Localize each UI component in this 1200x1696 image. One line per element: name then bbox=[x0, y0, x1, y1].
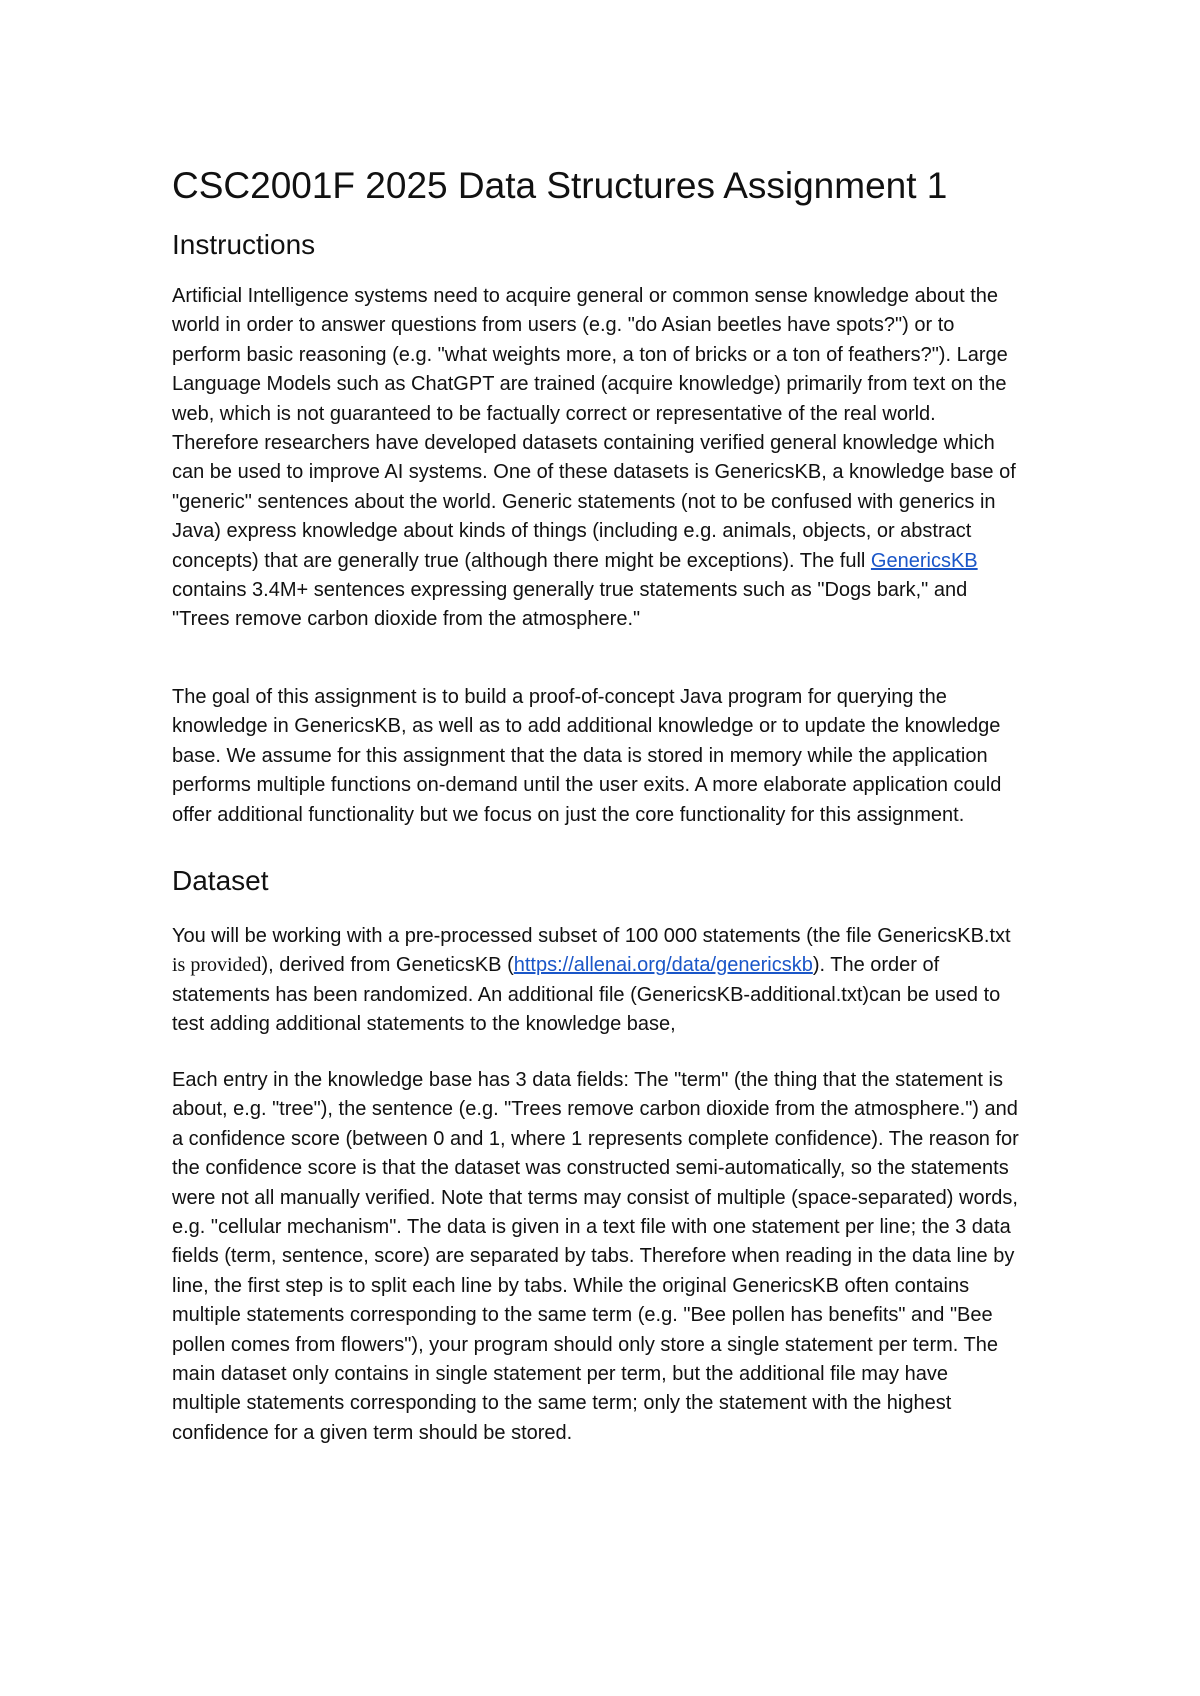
text-line: Each entry in the knowledge base has 3 data fields: The "term" (the thing that the statement is bbox=[172, 1069, 1003, 1091]
text-segment: is provided bbox=[172, 954, 262, 977]
text-line: were not all manually verified. Note that terms may consist of multiple (space-separated) words, bbox=[172, 1186, 1018, 1209]
text-line: performs multiple functions on-demand until the user exits. A more elaborate application could bbox=[172, 774, 1002, 797]
text-line: Artificial Intelligence systems need to acquire general or common sense knowledge about the bbox=[172, 285, 999, 307]
text-line: Java) express knowledge about kinds of things (including e.g. animals, objects, or abstract bbox=[172, 520, 972, 543]
text-line bbox=[172, 951, 1117, 980]
text-line: knowledge in GenericsKB, as well as to add additional knowledge or to update the knowledge bbox=[172, 715, 1001, 738]
text-line: The goal of this assignment is to build a proof-of-concept Java program for querying the bbox=[172, 686, 947, 708]
text-line: can be used to improve AI systems. One of these datasets is GenericsKB, a knowledge base of bbox=[172, 461, 1016, 484]
text-line: confidence for a given term should be stored. bbox=[172, 1421, 573, 1444]
instructions-heading: Instructions bbox=[172, 229, 316, 260]
text-line: offer additional functionality but we focus on just the core functionality for this assignment. bbox=[172, 803, 965, 826]
genericskb-link[interactable]: GenericsKB bbox=[870, 549, 978, 572]
text-segment: ). The order of bbox=[812, 954, 940, 977]
text-line bbox=[172, 547, 1117, 576]
text-segment: ), derived from GeneticsKB ( bbox=[261, 954, 514, 977]
text-line: multiple statements corresponding to the same term; only the statement with the highest bbox=[172, 1392, 952, 1415]
text-line: Therefore researchers have developed datasets containing verified general knowledge which bbox=[172, 432, 995, 455]
dataset-paragraph-1 bbox=[172, 922, 1117, 1040]
text-line: the confidence score is that the dataset was constructed semi-automatically, so the statements bbox=[172, 1157, 1009, 1180]
text-line: Language Models such as ChatGPT are trained (acquire knowledge) primarily from text on the bbox=[172, 373, 1007, 396]
text-line: perform basic reasoning (e.g. "what weights more, a ton of bricks or a ton of feathers?"). Large bbox=[172, 343, 1008, 366]
page-title: CSC2001F 2025 Data Structures Assignment 1 bbox=[172, 165, 948, 206]
instructions-paragraph-1 bbox=[172, 282, 1117, 635]
text-line: statements has been randomized. An additional file (GenericsKB-additional.txt)can be used to bbox=[172, 983, 1001, 1006]
text-line: base. We assume for this assignment that the data is stored in memory while the application bbox=[172, 744, 988, 767]
text-line: "Trees remove carbon dioxide from the atmosphere." bbox=[172, 608, 641, 631]
text-line: You will be working with a pre-processed subset of 100 000 statements (the file GenericsKB.txt bbox=[172, 925, 1011, 947]
text-line: a confidence score (between 0 and 1, where 1 represents complete confidence). The reason for bbox=[172, 1127, 1019, 1150]
text-line: pollen comes from flowers"), your program should only store a single statement per term. The bbox=[172, 1333, 998, 1356]
text-line: multiple statements corresponding to the same term (e.g. "Bee pollen has benefits" and "Bee bbox=[172, 1304, 993, 1327]
dataset-heading: Dataset bbox=[172, 865, 269, 896]
text-line: world in order to answer questions from users (e.g. "do Asian beetles have spots?") or to bbox=[172, 314, 955, 337]
dataset-paragraph-2 bbox=[172, 1066, 1117, 1448]
text-line: test adding additional statements to the knowledge base, bbox=[172, 1013, 676, 1036]
allenai-link[interactable]: https://allenai.org/data/genericskb bbox=[513, 954, 813, 977]
text-line: main dataset only contains in single statement per term, but the additional file may have bbox=[172, 1363, 948, 1386]
text-line: e.g. "cellular mechanism". The data is given in a text file with one statement per line; the 3 data bbox=[172, 1216, 1011, 1239]
text-line: "generic" sentences about the world. Generic statements (not to be confused with generics in bbox=[172, 490, 996, 513]
text-line: contains 3.4M+ sentences expressing generally true statements such as "Dogs bark," and bbox=[172, 579, 968, 602]
instructions-paragraph-2 bbox=[172, 683, 1117, 830]
text-segment: concepts) that are generally true (although there might be exceptions). The full bbox=[172, 549, 871, 572]
text-line: about, e.g. "tree"), the sentence (e.g. "Trees remove carbon dioxide from the atmosphere.") and bbox=[172, 1098, 1018, 1121]
text-line: web, which is not guaranteed to be factually correct or representative of the real world. bbox=[172, 402, 936, 425]
text-line: line, the first step is to split each line by tabs. While the original GenericsKB often contains bbox=[172, 1274, 970, 1297]
text-line: fields (term, sentence, score) are separated by tabs. Therefore when reading in the data line by bbox=[172, 1245, 1015, 1268]
